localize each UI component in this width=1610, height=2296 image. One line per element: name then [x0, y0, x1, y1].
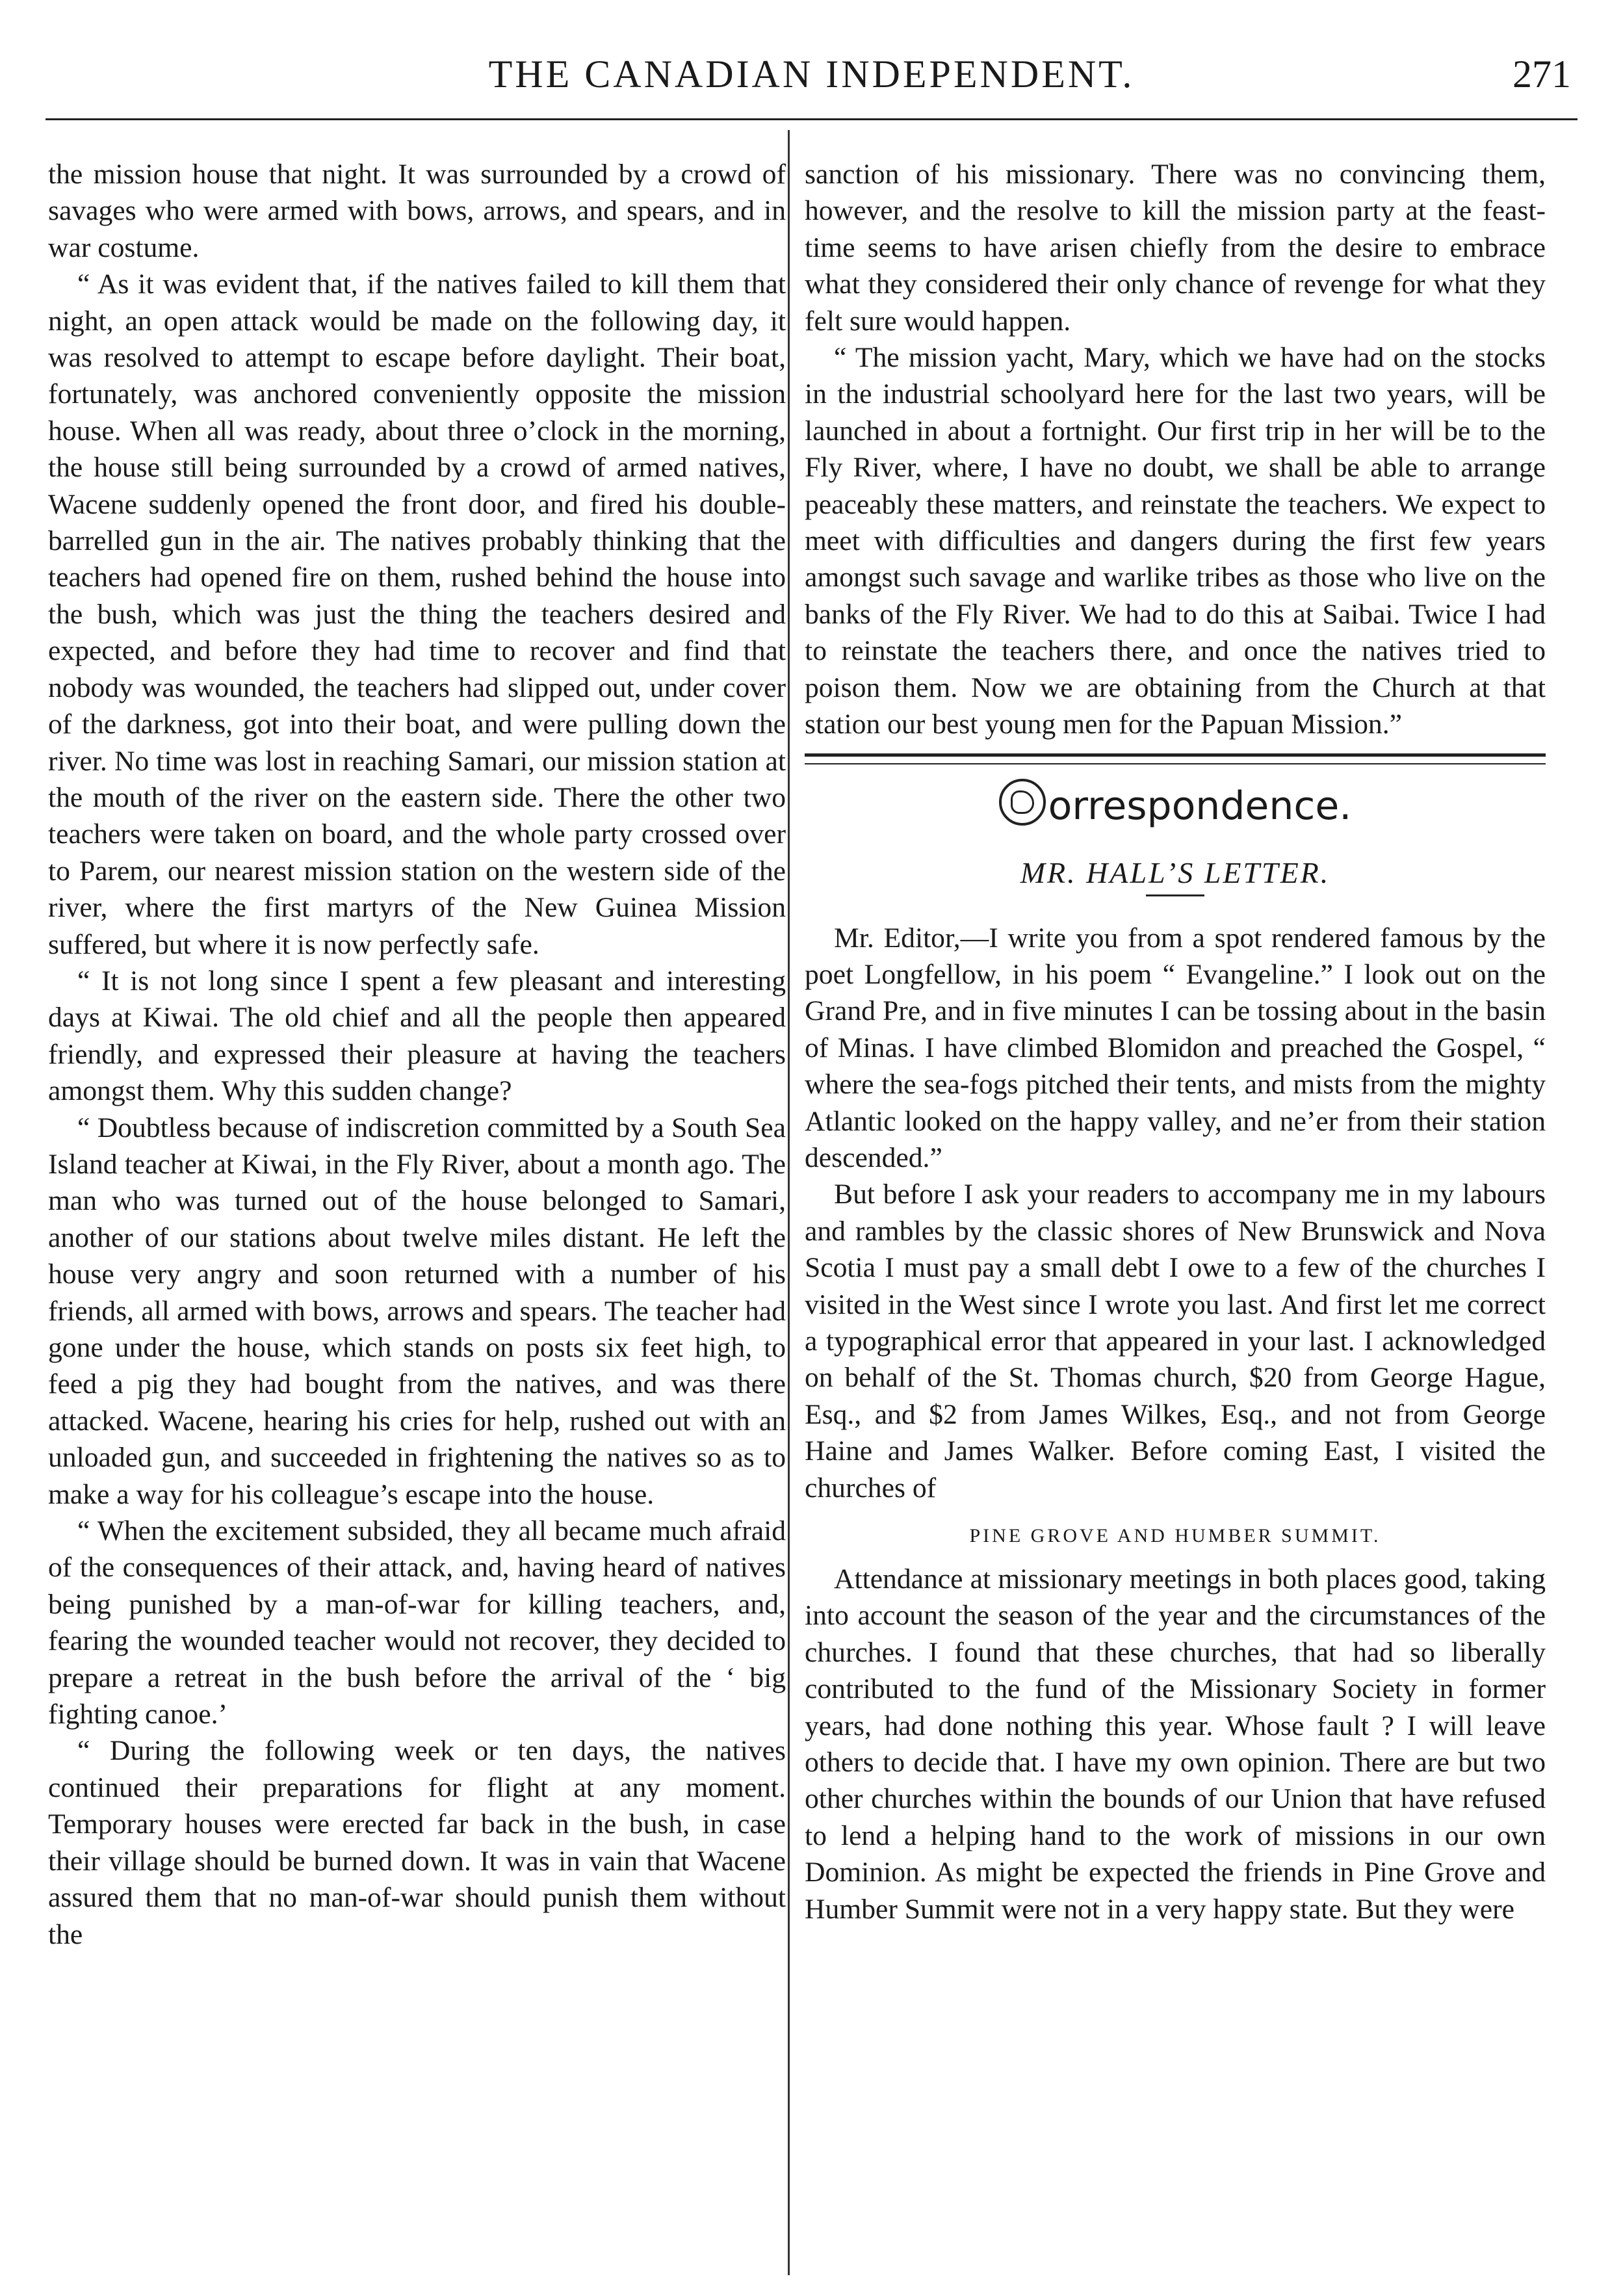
ornamental-c-icon	[999, 779, 1046, 826]
paragraph: But before I ask your readers to accompany me in my labours and rambles by the classic shores of New Brunswick and Nova Scotia I must pay a small debt I owe to a few of the churches I visited in the West since I wrote you last. And first let me correct a typographical error that appeared in your last. I acknowledged on behalf of the St. Thomas church, $20 from George Hague, Esq., and $2 from James Wilkes, Esq., and not from George Haine and James Walker. Before coming East, I visited the churches of	[805, 1179, 1546, 1504]
title-rule	[1146, 894, 1204, 896]
column-divider	[788, 130, 790, 2275]
paragraph: the mission house that night. It was surrounded by a crowd of savages who were armed with bows, arrows, and spears, and in war costume.	[48, 159, 786, 263]
page-header	[45, 40, 1578, 120]
left-column	[48, 156, 786, 2282]
section-heading	[805, 779, 1546, 832]
section-separator	[805, 753, 1546, 764]
paragraph: “ It is not long since I spent a few pleasant and interesting days at Kiwai. The old chief and all the people then appeared friendly, and expressed their pleasure at having the teachers amongst them. Why this sudden change?	[48, 965, 786, 1107]
paragraph: Mr. Editor,—I write you from a spot rendered famous by the poet Longfellow, in his poem “ Evangeline.” I look out on the Grand Pre, and in five minutes I can be tossing about in the basin of Minas. I have climbed Blomidon and preached the Gospel, “ where the sea-fogs pitched their tents, and mists from the mighty Atlantic looked on the happy valley, and ne’er from their station descended.”	[805, 922, 1546, 1173]
paragraph: “ Doubtless because of indiscretion committed by a South Sea Island teacher at Kiwai, in the Fly River, about a month ago. The man who was turned out of the house belonged to Samari, another of our stations about twelve miles distant. He left the house very angry and soon returned with a number of his friends, all armed with bows, arrows and spears. The teacher had gone under the house, which stands on posts six feet high, to feed a pig they had bought from the natives, and was there attacked. Wacene, hearing his cries for help, rushed out with an unloaded gun, and succeeded in frightening the natives so as to make a way for his colleague’s escape into the house.	[48, 1112, 786, 1510]
page-number: 271	[1513, 53, 1571, 96]
paragraph: “ When the excitement subsided, they all became much afraid of the consequences of their attack, and, having heard of natives being punished by a man-of-war for killing teachers, and, fearing the wounded teacher would not recover, they decided to prepare a retreat in the bush before the arrival of the ‘ big fighting canoe.’	[48, 1515, 786, 1730]
section-heading-text: orrespondence.	[1048, 783, 1352, 829]
right-column	[805, 156, 1546, 2282]
paragraph: “ The mission yacht, Mary, which we have had on the stocks in the industrial schoolyard here for the last two years, will be launched in about a fortnight. Our first trip in her will be to the Fly River, where, I have no doubt, we shall be able to arrange peaceably these matters, and reinstate the teachers. We expect to meet with difficulties and dangers during the first few years amongst such savage and warlike tribes as those who live on the banks of the Fly River. We had to do this at Saibai. Twice I had to reinstate the teachers there, and once the natives tried to poison them. Now we are obtaining from the Church at that station our best young men for the Papuan Mission.”	[805, 342, 1546, 740]
paragraph: “ During the following week or ten days, the natives continued their preparations for flight at any moment. Temporary houses were erected far back in the bush, in case their village should be burned down. It was in vain that Wacene assured them that no man-of-war should punish them without the	[48, 1735, 786, 1950]
paragraph: sanction of his missionary. There was no convincing them, however, and the resolve to kill the mission party at the feast-time seems to have arisen chiefly from the desire to embrace what they considered their only chance of revenge for what they felt sure would happen.	[805, 159, 1546, 337]
paragraph: “ As it was evident that, if the natives failed to kill them that night, an open attack would be made on the following day, it was resolved to attempt to escape before daylight. Their boat, fortunately, was anchored conveniently opposite the mission house. When all was ready, about three o’clock in the morning, the house still being surrounded by a crowd of armed natives, Wacene suddenly opened the front door, and fired his double-barrelled gun in the air. The natives probably thinking that the teachers had opened fire on them, rushed behind the house into the bush, which was just the thing the teachers desired and expected, and before they had time to recover and find that nobody was wounded, the teachers had slipped out, under cover of the darkness, got into their boat, and were pulling down the river. No time was lost in reaching Samari, our mission station at the mouth of the river on the eastern side. There the other two teachers were taken on board, and the whole party crossed over to Parem, our nearest mission station on the western side of the river, where the first martyrs of the New Guinea Mission suffered, but where it is now perfectly safe.	[48, 268, 786, 960]
letter-title: MR. HALL’S LETTER.	[1020, 855, 1331, 889]
subheading: PINE GROVE AND HUMBER SUMMIT.	[969, 1525, 1381, 1546]
publication-title: THE CANADIAN INDEPENDENT.	[488, 53, 1135, 96]
paragraph: Attendance at missionary meetings in both places good, taking into account the season of the year and the circumstances of the churches. I found that these churches, that had so liberally contributed to the fund of the Missionary Society in former years, had done nothing this year. Whose fault ? I will leave others to decide that. I have my own opinion. There are but two other churches within the bounds of our Union that have refused to lend a helping hand to the work of missions in our own Dominion. As might be expected the friends in Pine Grove and Humber Summit were not in a very happy state. But they were	[805, 1563, 1546, 1925]
